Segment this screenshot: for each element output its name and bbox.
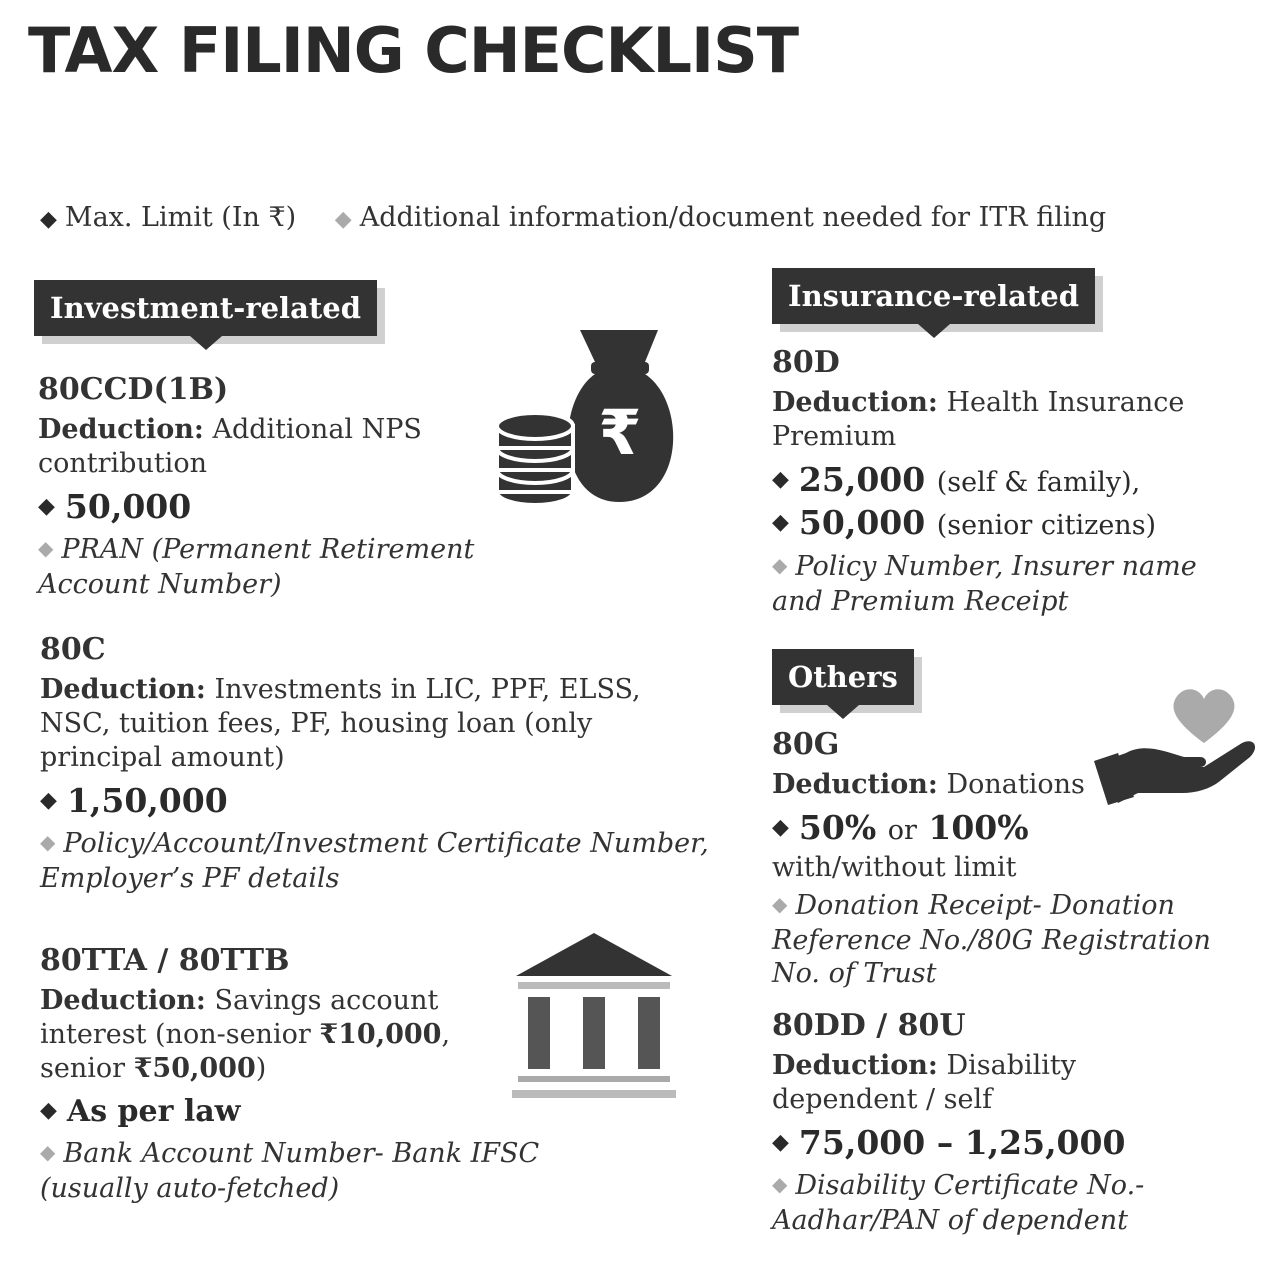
deduction-value: Donations (946, 769, 1085, 800)
section-code: 80CCD(1B) (38, 372, 229, 407)
limit-value: As per law (66, 1094, 241, 1129)
section-80c (40, 632, 730, 895)
section-code: 80DD / 80U (772, 1008, 966, 1043)
deduction-text (38, 413, 498, 481)
deduction-text (772, 386, 1192, 454)
note-value: Bank Account Number- Bank IFSC (usually auto-fetched) (40, 1138, 540, 1204)
document-note (40, 827, 730, 895)
document-note (772, 889, 1212, 990)
limit-value-a: 50% (798, 808, 877, 847)
section-80tta (40, 943, 560, 1205)
limit-value: 75,000 – 1,25,000 (798, 1123, 1126, 1162)
amount-senior: ₹50,000 (133, 1053, 256, 1084)
info-diamond-icon: ◆ (772, 1172, 788, 1196)
section-80d (772, 345, 1242, 618)
deduction-label: Deduction: (772, 387, 938, 418)
document-note (772, 550, 1212, 618)
bank-icon (510, 930, 678, 1105)
section-80dd (772, 1008, 1212, 1237)
info-diamond-icon: ◆ (40, 1140, 56, 1164)
category-tag-others: Others (772, 649, 914, 705)
limit-value: 50,000 (64, 487, 192, 526)
deduction-value-pre: Savings account interest (non-senior (40, 985, 439, 1050)
note-value: Policy Number, Insurer name and Premium Receipt (772, 551, 1197, 617)
legend-limit-label: Max. Limit (In ₹) (64, 202, 297, 233)
max-limit (38, 487, 498, 529)
document-note (40, 1137, 560, 1205)
max-limit-senior (772, 503, 1242, 546)
deduction-value-post: ) (255, 1053, 267, 1084)
note-value: Disability Certificate No.- Aadhar/PAN of dependent (772, 1170, 1145, 1236)
heart-hand-icon (1092, 685, 1257, 810)
info-diamond-icon: ◆ (40, 830, 56, 854)
limit-diamond-icon: ◆ (772, 466, 789, 492)
legend (40, 202, 1106, 233)
limit-note: (senior citizens) (936, 510, 1157, 541)
note-value: PRAN (Permanent Retirement Account Number) (38, 534, 475, 600)
section-code: 80G (772, 727, 840, 762)
note-value: Donation Receipt- Donation Reference No./80G Registration No. of Trust (772, 890, 1211, 989)
legend-info-label: Additional information/document needed for ITR filing (359, 202, 1107, 233)
info-diamond-icon: ◆ (772, 892, 788, 916)
max-limit-family (772, 460, 1242, 503)
deduction-value: Investments in LIC, PPF, ELSS, NSC, tuition fees, PF, housing loan (only principal amount) (40, 674, 641, 773)
deduction-value-mid: , senior (40, 1019, 451, 1084)
limit-diamond-icon: ◆ (772, 509, 789, 535)
limit-note: with/without limit (772, 852, 1017, 883)
deduction-text (772, 1049, 1092, 1117)
limit-value: 50,000 (798, 503, 926, 542)
max-limit (772, 808, 1212, 851)
note-value: Policy/Account/Investment Certificate Number, Employer’s PF details (40, 828, 709, 894)
limit-diamond-icon: ◆ (38, 493, 55, 519)
page-title: TAX FILING CHECKLIST (28, 14, 799, 87)
deduction-text (40, 673, 700, 775)
document-note (772, 1169, 1192, 1237)
rupee-symbol: ₹ (598, 396, 642, 469)
info-diamond-icon: ◆ (38, 536, 54, 560)
section-code: 80TTA / 80TTB (40, 943, 290, 978)
info-diamond-icon: ◆ (772, 553, 788, 577)
category-tag-investment: Investment-related (34, 280, 377, 336)
deduction-label: Deduction: (40, 985, 206, 1016)
deduction-value: Health Insurance Premium (772, 387, 1185, 452)
max-limit (40, 1092, 560, 1133)
deduction-label: Deduction: (38, 414, 204, 445)
limit-value-b: 100% (928, 808, 1029, 847)
limit-diamond-icon: ◆ (772, 1129, 789, 1155)
info-diamond-icon: ◆ (334, 207, 352, 232)
amount-non-senior: ₹10,000 (319, 1019, 442, 1050)
section-80ccd (38, 372, 498, 601)
section-code: 80D (772, 345, 840, 380)
limit-diamond-icon: ◆ (40, 787, 57, 813)
limit-note: (self & family), (936, 467, 1141, 498)
limit-value: 25,000 (798, 460, 926, 499)
limit-value: 1,50,000 (66, 781, 228, 820)
limit-diamond-icon: ◆ (40, 1097, 57, 1123)
category-tag-insurance: Insurance-related (772, 268, 1095, 324)
deduction-value: Additional NPS contribution (38, 414, 422, 479)
deduction-text (40, 984, 460, 1086)
deduction-label: Deduction: (40, 674, 206, 705)
deduction-label: Deduction: (772, 769, 938, 800)
limit-diamond-icon: ◆ (772, 814, 789, 840)
max-limit (772, 1123, 1212, 1165)
limit-diamond-icon: ◆ (40, 207, 57, 232)
section-code: 80C (40, 632, 106, 667)
limit-or: or (887, 815, 917, 846)
deduction-label: Deduction: (772, 1050, 938, 1081)
max-limit (40, 781, 730, 823)
document-note (38, 533, 498, 601)
deduction-value: Disability dependent / self (772, 1050, 1077, 1115)
money-bag-icon (495, 322, 700, 507)
